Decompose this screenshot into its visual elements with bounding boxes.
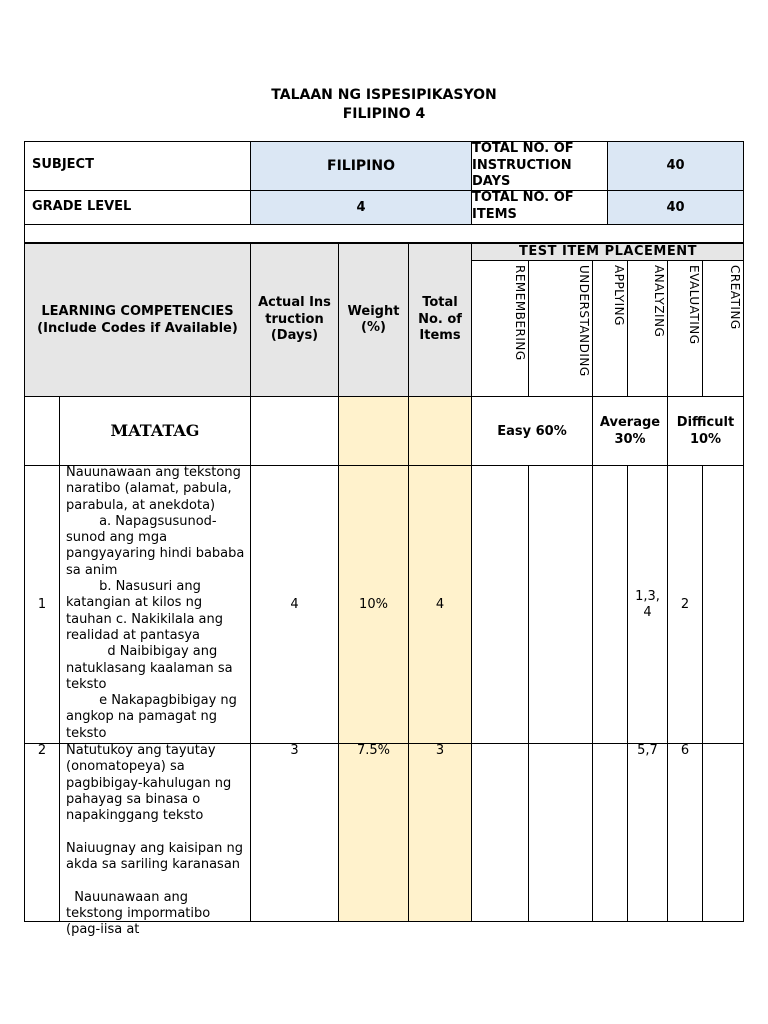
section-name: MATATAG [110,421,200,440]
row-1-evaluating: 2 [680,596,690,612]
difficulty-easy: Easy 60% [497,423,567,439]
difficulty-difficult: Difficult 10% [676,415,735,447]
row-1-analyzing: 1,3,4 [635,588,660,620]
row-1-competency: Nauunawaan ang tekstong naratibo (alamat, pabula, parabula, at anekdota) a. Napagsusunod-sunod ang mga pangyayaring hindi bababa sa anim b. Nasusuri ang katangian at kilos ng tauhan c. Nakikilala ang realidad at pantasya d Naibibigay ang natuklasang kaalaman sa teksto e Nakapagbibigay ng angkop na pamagat ng teksto [66,465,245,741]
header-days: Actual Instruction (Days) [258,295,331,344]
row-1-weight: 10% [359,596,388,612]
header-competencies: LEARNING COMPETENCIES (Include Codes if Available) [37,304,238,336]
row-2-analyzing: 5,7 [637,743,658,758]
row-2-items: 3 [435,743,445,758]
level-remembering: REMEMBERING [513,265,527,361]
row-1-items: 4 [435,596,445,612]
row-2-number: 2 [37,743,47,758]
level-evaluating: EVALUATING [687,265,701,345]
level-understanding: UNDERSTANDING [577,265,591,377]
header-items: Total No. of Items [418,295,462,344]
level-applying: APPLYING [612,265,626,326]
days-value: 40 [666,158,685,173]
level-creating: CREATING [728,265,742,330]
document-subtitle: FILIPINO 4 [342,106,426,122]
grade-label: GRADE LEVEL [32,199,132,214]
row-1-number: 1 [37,596,47,612]
row-2-days: 3 [290,743,299,758]
grade-value: 4 [356,199,366,215]
items-label: TOTAL NO. OF ITEMS [472,190,574,222]
header-placement: TEST ITEM PLACEMENT [519,243,697,259]
days-label: TOTAL NO. OF INSTRUCTION DAYS [472,141,574,189]
row-2-evaluating: 6 [680,743,690,758]
items-value: 40 [666,199,685,215]
header-weight: Weight (%) [347,303,400,335]
level-analyzing: ANALYZING [652,265,666,338]
document-title: TALAAN NG ISPESIPIKASYON [271,87,497,103]
row-2-competency: Natutukoy ang tayutay (onomatopeya) sa pagbibigay-kahulugan ng pahayag sa binasa o napakinggang teksto Naiuugnay ang kaisipan ng akda sa sariling karanasan Nauunawaan ang tekstong impormatibo (pag-iisa at [66,743,243,938]
subject-value: FILIPINO [327,158,395,174]
subject-label: SUBJECT [32,157,94,172]
row-2-weight: 7.5% [356,743,391,758]
row-1-days: 4 [290,596,299,612]
difficulty-average: Average 30% [599,415,661,447]
